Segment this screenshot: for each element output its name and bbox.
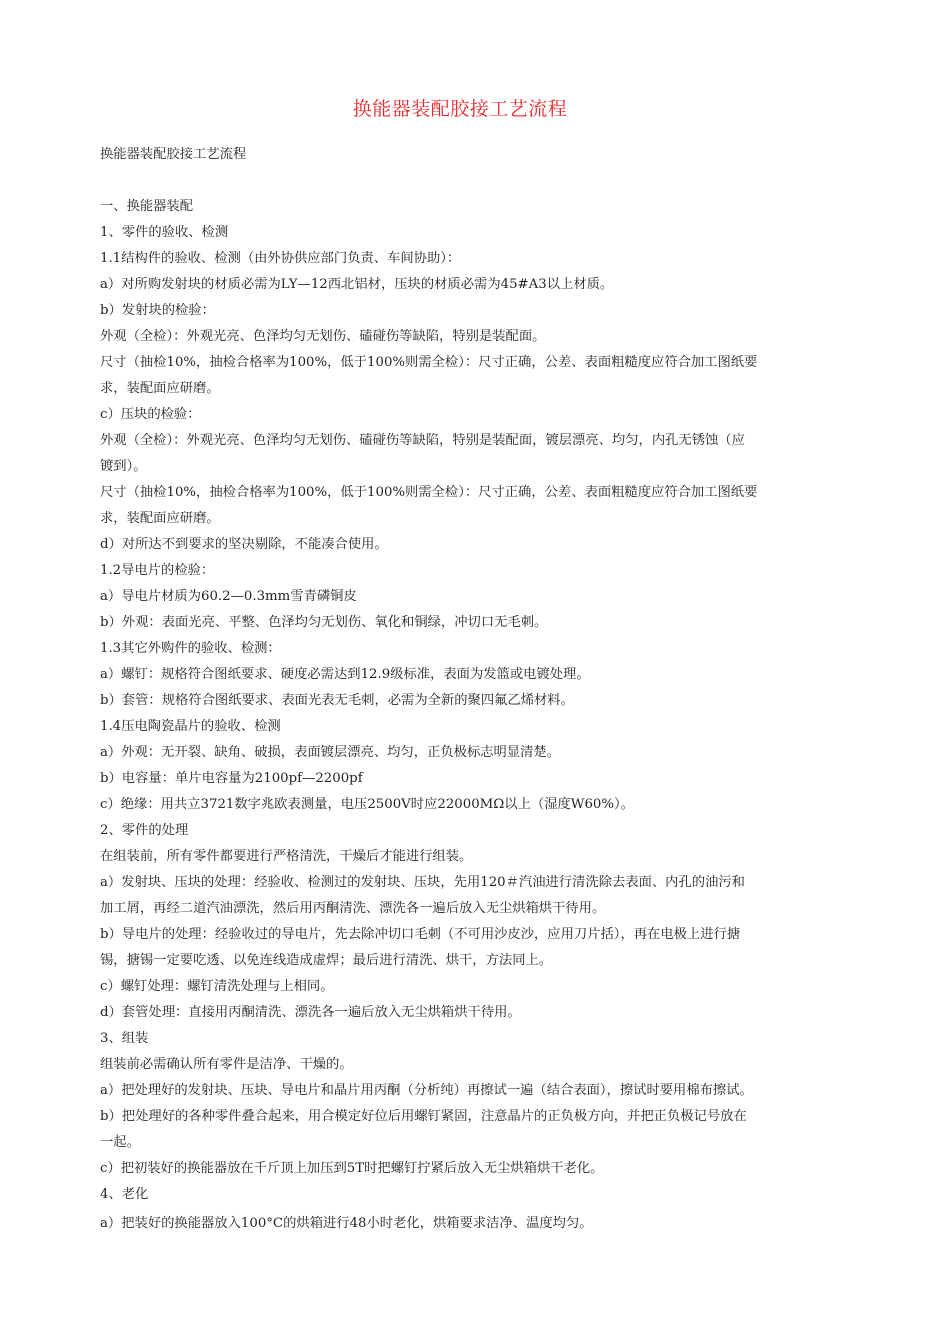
text-line: 尺寸（抽检10%，抽检合格率为100%，低于100%则需全检）：尺寸正确，公差、表面粗糙度应符合加工图纸要 [100, 485, 758, 500]
text-line: a）外观：无开裂、缺角、破损，表面镀层漂亮、均匀，正负极标志明显清楚。 [100, 745, 561, 760]
text-line: 在组装前，所有零件都要进行严格清洗，干燥后才能进行组装。 [100, 849, 473, 864]
text-line: 外观（全检）：外观光亮、色泽均匀无划伤、磕碰伤等缺陷，特别是装配面，镀层漂亮、均匀，内孔无锈蚀（应 [100, 433, 745, 448]
text-line: 外观（全检）：外观光亮、色泽均匀无划伤、磕碰伤等缺陷，特别是装配面。 [100, 329, 546, 344]
text-line: b）把处理好的各种零件叠合起来，用合模定好位后用螺钉紧固，注意晶片的正负极方向，并把正负极记号放在 [100, 1109, 747, 1124]
text-line: d）套管处理：直接用丙酮清洗、漂洗各一遍后放入无尘烘箱烘干待用。 [100, 1005, 521, 1020]
text-line: c）压块的检验： [100, 407, 201, 422]
text-line: b）电容量：单片电容量为2100pf—2200pf [100, 771, 363, 786]
text-line: 2、零件的处理 [100, 823, 189, 838]
text-line: 加工屑，再经二道汽油漂洗，然后用丙酮清洗、漂洗各一遍后放入无尘烘箱烘干待用。 [100, 901, 606, 916]
text-line: a）发射块、压块的处理：经验收、检测过的发射块、压块，先用120＃汽油进行清洗除去表面、内孔的油污和 [100, 875, 745, 890]
text-line: b）外观：表面光亮、平整、色泽均匀无划伤、氧化和铜绿，冲切口无毛刺。 [100, 615, 548, 630]
text-line: a）对所购发射块的材质必需为LY—12西北铝材，压块的材质必需为45#A3以上材质。 [100, 277, 614, 292]
text-line: 组装前必需确认所有零件是洁净、干燥的。 [100, 1057, 353, 1072]
text-line: 尺寸（抽检10%，抽检合格率为100%，低于100%则需全检）：尺寸正确，公差、表面粗糙度应符合加工图纸要 [100, 355, 758, 370]
text-line: c）绝缘：用共立3721数字兆欧表测量，电压2500V时应22000MΩ以上（湿度W60%）。 [100, 797, 634, 812]
text-line: 锡，搪锡一定要吃透、以免连线造成虚焊；最后进行清洗、烘干，方法同上。 [100, 953, 553, 968]
text-line: 3、组装 [100, 1031, 149, 1046]
text-line: 1.2导电片的检验： [100, 563, 215, 578]
text-line: b）套管：规格符合图纸要求、表面光表无毛刺，必需为全新的聚四氟乙烯材料。 [100, 693, 574, 708]
text-line: 1.4压电陶瓷晶片的验收、检测 [100, 719, 281, 734]
text-line: a）把装好的换能器放入100°C的烘箱进行48小时老化，烘箱要求洁净、温度均匀。 [100, 1216, 593, 1231]
text-line: a）把处理好的发射块、压块、导电片和晶片用丙酮（分析纯）再擦试一遍（结合表面），擦试时要用棉布擦试。 [100, 1083, 753, 1098]
text-line: d）对所达不到要求的坚决剔除，不能凑合使用。 [100, 537, 388, 552]
text-line: 一起。 [100, 1135, 140, 1150]
text-line: a）导电片材质为60.2—0.3mm雪青磷铜皮 [100, 589, 357, 604]
text-line: 一、换能器装配 [100, 199, 194, 214]
text-line: b）导电片的处理：经验收过的导电片，先去除冲切口毛刺（不可用沙皮沙，应用刀片括），再在电极上进行搪 [100, 927, 741, 942]
text-line: 1.1结构件的验收、检测（由外协供应部门负责、车间协助）： [100, 251, 461, 266]
text-line: b）发射块的检验： [100, 303, 215, 318]
text-line: 1.3其它外购件的验收、检测： [100, 641, 281, 656]
text-line: c）螺钉处理：螺钉清洗处理与上相同。 [100, 979, 334, 994]
text-line: c）把初装好的换能器放在千斤顶上加压到5T时把螺钉拧紧后放入无尘烘箱烘干老化。 [100, 1161, 604, 1176]
text-line: 求，装配面应研磨。 [100, 511, 220, 526]
text-line: 求，装配面应研磨。 [100, 381, 220, 396]
document-title: 换能器装配胶接工艺流程 [352, 98, 568, 120]
text-line: 镀到）。 [100, 459, 147, 474]
text-line: 1、零件的验收、检测 [100, 225, 229, 240]
text-line: 4、老化 [100, 1187, 149, 1202]
text-line: a）螺钉：规格符合图纸要求、硬度必需达到12.9级标准，表面为发篮或电镀处理。 [100, 667, 590, 682]
text-line: 换能器装配胶接工艺流程 [100, 147, 247, 162]
